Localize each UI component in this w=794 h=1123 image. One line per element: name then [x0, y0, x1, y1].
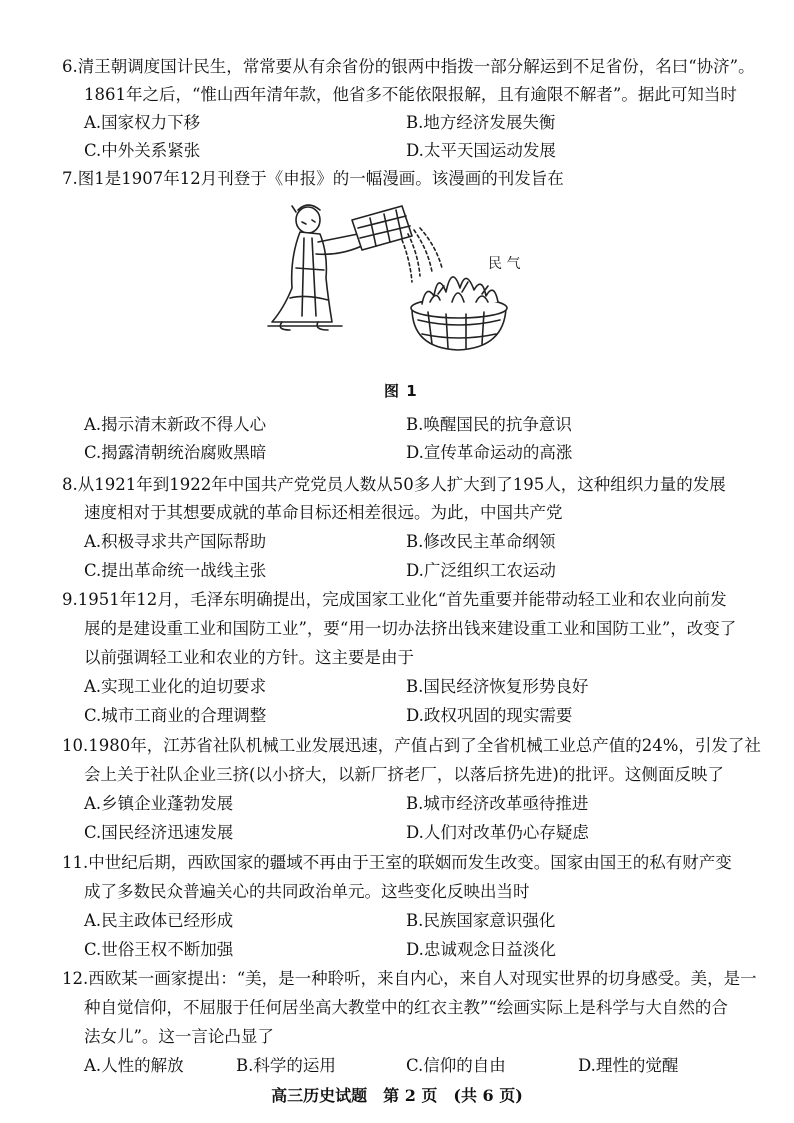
- q6-stem-line1: 6.清王朝调度国计民生，常常要从有余省份的银两中指拨一部分解运到不足省份，名曰“协济”。: [62, 57, 755, 76]
- q7-stem-line1: 7.图1是1907年12月刊登于《申报》的一幅漫画。该漫画的刊发旨在: [62, 169, 564, 188]
- q9-option-a[interactable]: A.实现工业化的迫切要求: [84, 677, 267, 696]
- figure-caption: 图 1: [384, 382, 418, 400]
- q12-stem-line3: 法女儿”。这一言论凸显了: [84, 1027, 274, 1046]
- q8-option-c[interactable]: C.提出革命统一战线主张: [84, 561, 267, 580]
- q10-stem-line2: 会上关于社队企业三挤(以小挤大，以新厂挤老厂，以落后挤先进)的批评。这侧面反映了: [84, 765, 724, 784]
- q7-option-a[interactable]: A.揭示清末新政不得人心: [84, 415, 267, 434]
- q10-option-c[interactable]: C.国民经济迅速发展: [84, 823, 234, 842]
- figure-label: 民 气: [488, 256, 521, 272]
- q9-stem-line2: 展的是建设重工业和国防工业”，要“用一切办法挤出钱来建设重工业和国防工业”，改变了: [84, 619, 737, 638]
- q7-option-b[interactable]: B.唤醒国民的抗争意识: [406, 415, 572, 434]
- q6-option-d[interactable]: D.太平天国运动发展: [406, 141, 556, 160]
- q11-stem-line1: 11.中世纪后期，西欧国家的疆域不再由于王室的联姻而发生改变。国家由国王的私有财产变: [62, 853, 732, 872]
- q9-stem-line1: 9.1951年12月，毛泽东明确提出，完成国家工业化“首先重要并能带动轻工业和农业向前发: [62, 590, 727, 609]
- q12-stem-line1: 12.西欧某一画家提出：“美，是一种聆听，来自内心，来自人对现实世界的切身感受。美，是一: [62, 969, 757, 988]
- q12-option-d[interactable]: D.理性的觉醒: [578, 1056, 679, 1075]
- q9-stem-line3: 以前强调轻工业和农业的方针。这主要是由于: [84, 648, 414, 667]
- q6-stem-line2: 1861年之后，“惟山西年清年款，他省多不能依限报解，且有逾限不解者”。据此可知当时: [84, 85, 737, 104]
- q10-stem-line1: 10.1980年，江苏省社队机械工业发展迅速，产值占到了全省机械工业总产值的24%，引发了社: [62, 736, 761, 755]
- page-footer: 高三历史试题 第 2 页 (共 6 页): [271, 1086, 523, 1105]
- q8-stem-line2: 速度相对于其想要成就的革命目标还相差很远。为此，中国共产党: [84, 503, 563, 522]
- q9-option-d[interactable]: D.政权巩固的现实需要: [406, 706, 573, 725]
- cartoon-figure: [262, 198, 530, 364]
- q6-option-b[interactable]: B.地方经济发展失衡: [406, 113, 556, 132]
- q7-option-d[interactable]: D.宣传革命运动的高涨: [406, 443, 573, 462]
- q9-option-b[interactable]: B.国民经济恢复形势良好: [406, 677, 589, 696]
- q12-option-b[interactable]: B.科学的运用: [236, 1056, 336, 1075]
- q7-option-c[interactable]: C.揭露清朝统治腐败黑暗: [84, 443, 267, 462]
- q11-option-a[interactable]: A.民主政体已经形成: [84, 911, 234, 930]
- q8-option-a[interactable]: A.积极寻求共产国际帮助: [84, 532, 267, 551]
- q8-option-b[interactable]: B.修改民主革命纲领: [406, 532, 556, 551]
- q10-option-b[interactable]: B.城市经济改革亟待推进: [406, 794, 589, 813]
- q11-option-c[interactable]: C.世俗王权不断加强: [84, 940, 234, 959]
- q11-option-d[interactable]: D.忠诚观念日益淡化: [406, 940, 556, 959]
- q10-option-d[interactable]: D.人们对改革仍心存疑虑: [406, 823, 589, 842]
- q11-stem-line2: 成了多数民众普遍关心的共同政治单元。这些变化反映出当时: [84, 882, 530, 901]
- q6-option-a[interactable]: A.国家权力下移: [84, 113, 201, 132]
- q8-stem-line1: 8.从1921年到1922年中国共产党党员人数从50多人扩大到了195人，这种组织力量的发展: [62, 475, 726, 494]
- q8-option-d[interactable]: D.广泛组织工农运动: [406, 561, 556, 580]
- q12-option-a[interactable]: A.人性的解放: [84, 1056, 184, 1075]
- q6-option-c[interactable]: C.中外关系紧张: [84, 141, 201, 160]
- q11-option-b[interactable]: B.民族国家意识强化: [406, 911, 556, 930]
- q9-option-c[interactable]: C.城市工商业的合理调整: [84, 706, 267, 725]
- q12-stem-line2: 种自觉信仰，不屈服于任何居坐高大教堂中的红衣主教”“绘画实际上是科学与大自然的合: [84, 998, 728, 1017]
- q12-option-c[interactable]: C.信仰的自由: [406, 1056, 506, 1075]
- q10-option-a[interactable]: A.乡镇企业蓬勃发展: [84, 794, 234, 813]
